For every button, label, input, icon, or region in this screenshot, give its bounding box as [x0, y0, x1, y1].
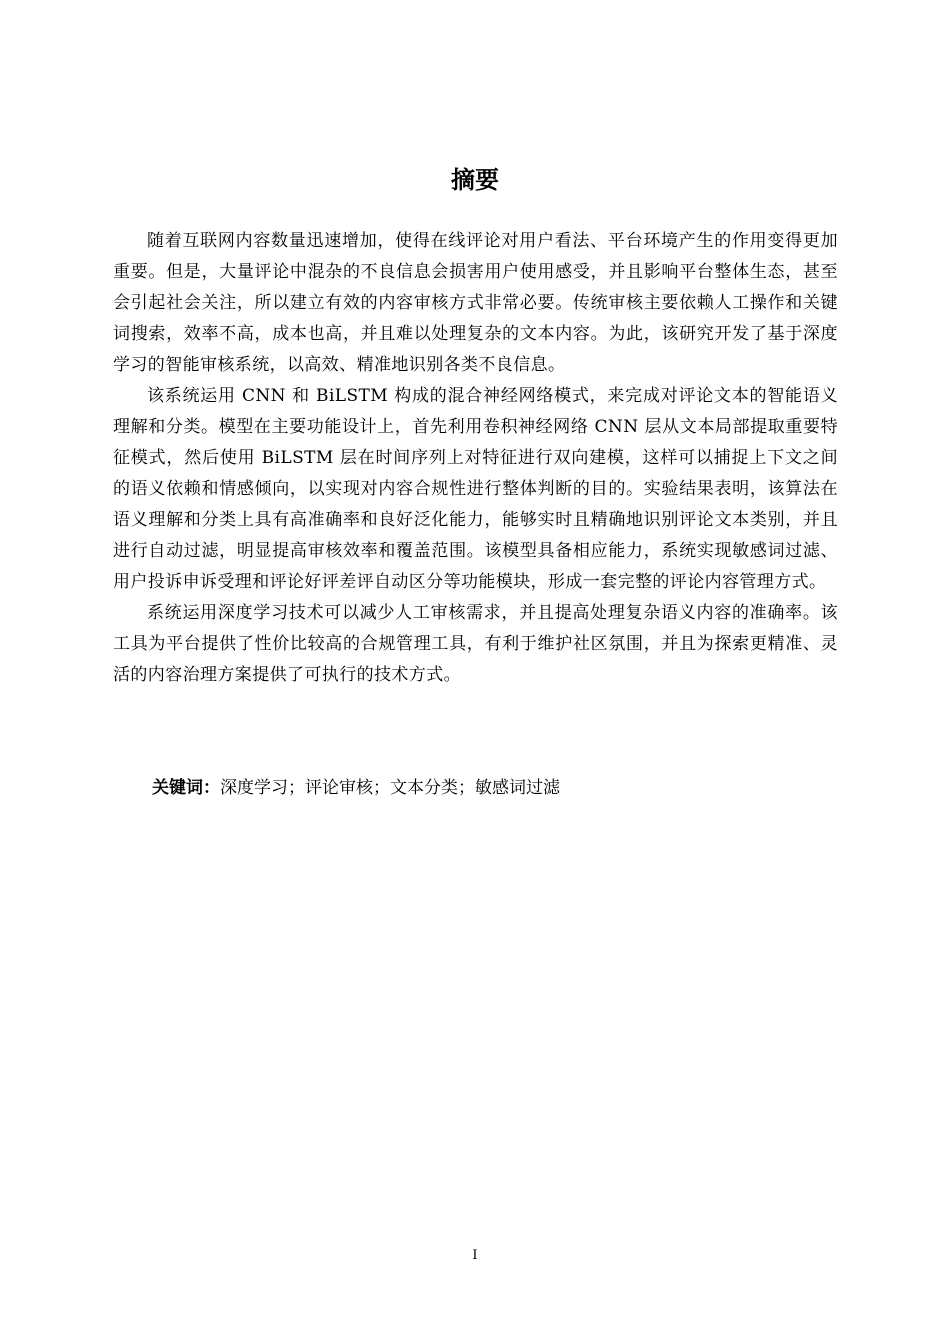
- keywords-line: [152, 773, 560, 804]
- abstract-paragraph-3: 系统运用深度学习技术可以减少人工审核需求，并且提高处理复杂语义内容的准确率。该工具为平台提供了性价比较高的合规管理工具，有利于维护社区氛围，并且为探索更精准、灵活的内容治理方案提供了可执行的技术方式。: [113, 603, 838, 685]
- keywords-label: 关键词：: [152, 778, 220, 798]
- keywords-value: 深度学习；评论审核；文本分类；敏感词过滤: [220, 778, 560, 798]
- page-number: I: [472, 1248, 478, 1263]
- abstract-paragraph-2: 该系统运用 CNN 和 BiLSTM 构成的混合神经网络模式，来完成对评论文本的智能语义理解和分类。模型在主要功能设计上，首先利用卷积神经网络 CNN 层从文本局部提取重要特征模式，然后使用 BiLSTM 层在时间序列上对特征进行双向建模，这样可以捕捉上下文之间的语义依赖和情感倾向，以实现对内容合规性进行整体判断的目的。实验结果表明，该算法在语义理解和分类上具有高准确率和良好泛化能力，能够实时且精确地识别评论文本类别，并且进行自动过滤，明显提高审核效率和覆盖范围。该模型具备相应能力，系统实现敏感词过滤、用户投诉申诉受理和评论好评差评自动区分等功能模块，形成一套完整的评论内容管理方式。: [113, 386, 838, 592]
- abstract-title: 摘要: [451, 166, 499, 194]
- abstract-body: [113, 226, 838, 691]
- abstract-paragraph-1: 随着互联网内容数量迅速增加，使得在线评论对用户看法、平台环境产生的作用变得更加重要。但是，大量评论中混杂的不良信息会损害用户使用感受，并且影响平台整体生态，甚至会引起社会关注，所以建立有效的内容审核方式非常必要。传统审核主要依赖人工操作和关键词搜索，效率不高，成本也高，并且难以处理复杂的文本内容。为此，该研究开发了基于深度学习的智能审核系统，以高效、精准地识别各类不良信息。: [113, 231, 838, 375]
